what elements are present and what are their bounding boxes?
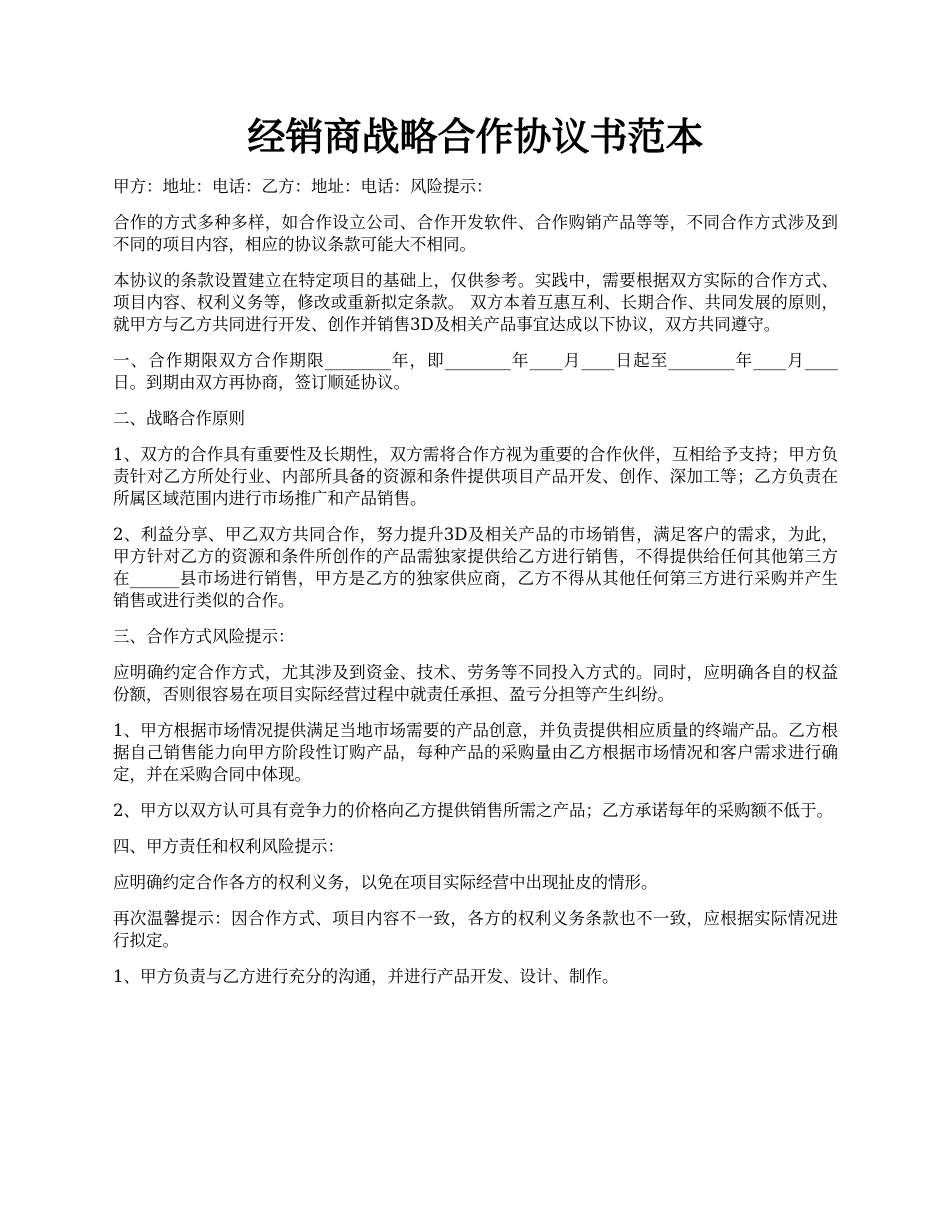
cooperation-method-note: 应明确约定合作方式，尤其涉及到资金、技术、劳务等不同投入方式的。同时，应明确各自的权益份额，否则很容易在项目实际经营过程中就责任承担、盈亏分担等产生纠纷。 (113, 663, 838, 704)
reminder-paragraph: 再次温馨提示：因合作方式、项目内容不一致，各方的权利义务条款也不一致，应根据实际情况进行拟定。 (113, 909, 838, 950)
cooperation-method-clause-2: 2、甲方以双方认可具有竞争力的价格向乙方提供销售所需之产品；乙方承诺每年的采购额不低于。 (113, 801, 833, 820)
section-heading-cooperation-method: 三、合作方式风险提示： (113, 627, 295, 646)
section-heading-party-a-duties: 四、甲方责任和权利风险提示： (113, 837, 344, 856)
document-title: 经销商战略合作协议书范本 (247, 114, 704, 159)
agreement-basis-paragraph: 本协议的条款设置建立在特定项目的基础上，仅供参考。实践中，需要根据双方实际的合作方式、项目内容、权利义务等，修改或重新拟定条款。 双方本着互惠互利、长期合作、共同发展的原则，就甲方与乙方共同进行开发、创作并销售3D及相关产品事宜达成以下协议，双方共同遵守。 (113, 271, 838, 334)
cooperation-method-clause-1: 1、甲方根据市场情况提供满足当地市场需要的产品创意，并负责提供相应质量的终端产品。乙方根据自己销售能力向甲方阶段性订购产品，每种产品的采购量由乙方根据市场情况和客户需求进行确定，并在采购合同中体现。 (113, 721, 838, 784)
principle-clause-1: 1、双方的合作具有重要性及长期性，双方需将合作方视为重要的合作伙伴，互相给予支持；甲方负责针对乙方所处行业、内部所具备的资源和条件提供项目产品开发、创作、深加工等；乙方负责在所属区域范围内进行市场推广和产品销售。 (113, 445, 838, 508)
cooperation-term-clause: 一、合作期限双方合作期限________年，即________年____月____日起至________年____月____日。到期由双方再协商，签订顺延协议。 (113, 351, 838, 392)
section-heading-principles: 二、战略合作原则 (113, 409, 245, 428)
cooperation-methods-paragraph: 合作的方式多种多样，如合作设立公司、合作开发软件、合作购销产品等等，不同合作方式涉及到不同的项目内容，相应的协议条款可能大不相同。 (113, 213, 838, 254)
parties-paragraph: 甲方：地址：电话：乙方：地址：电话：风险提示： (113, 177, 493, 196)
party-a-duty-clause-1: 1、甲方负责与乙方进行充分的沟通，并进行产品开发、设计、制作。 (113, 967, 619, 986)
principle-clause-2: 2、利益分享、甲乙双方共同合作，努力提升3D及相关产品的市场销售，满足客户的需求，为此，甲方针对乙方的资源和条件所创作的产品需独家提供给乙方进行销售，不得提供给任何其他第三方在______县市场进行销售，甲方是乙方的独家供应商，乙方不得从其他任何第三方进行采购并产生销售或进行类似的合作。 (113, 525, 838, 610)
party-a-duties-note: 应明确约定合作各方的权利义务，以免在项目实际经营中出现扯皮的情形。 (113, 873, 658, 892)
document-body (113, 176, 838, 988)
